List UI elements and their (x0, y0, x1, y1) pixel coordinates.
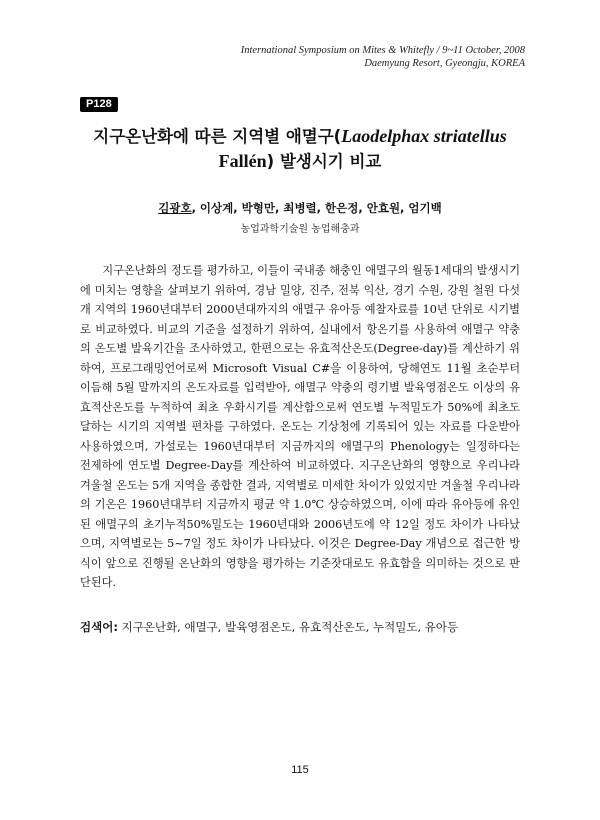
title-korean-part: 지구온난화에 따른 지역별 애멸구( (93, 127, 342, 146)
page-number: 115 (291, 764, 309, 776)
abstract-body: 지구온난화의 정도를 평가하고, 이들이 국내종 해충인 애멸구의 월동1세대의 발생시기에 미치는 영향을 살펴보기 위하여, 경남 밀양, 진주, 전북 익산, 경기 수원, 강원 철원 다섯 개 지역의 1960년대부터 2000년대까지의 애멸구 유아등 예찰자료를 10년 단위로 시기별로 비교하였다. 비교의 기준을 설정하기 위하여, 실내에서 항온기를 사용하여 애멸구 약충의 온도별 발육기간을 조사하였고, 한편으로는 유효적산온도(Degree-day)를 계산하기 위하여, 프로그래밍언어로써 Microsoft Visual C#을 이용하여, 당해연도 11월 초순부터 이듬해 5월 말까지의 온도자료를 입력받아, 애멸구 약충의 령기별 발육영점온도 이상의 유효적산온도를 누적하여 최초 우화시기를 계산함으로써 연도별 누적밀도가 50%에 최초도달하는 시기의 지역별 편차를 구하였다. 온도는 기상청에 기록되어 있는 자료를 다운받아 사용하였으며, 가설로는 1960년대부터 지금까지의 애멸구의 Phenology는 일정하다는 전제하에 연도별 Degree-Day를 계산하여 비교하였다. 지구온난화의 영향으로 우리나라 겨울철 온도는 5개 지역을 종합한 결과, 지역별로 미세한 차이가 있었지만 겨울철 우리나라의 기온은 1960년대부터 지금까지 평균 약 1.0℃ 상승하였으며, 이에 따라 유아등에 유인된 애멸구의 초기누적50%밀도는 1960년대와 2006년도에 약 12일 정도 차이가 나타났으며, 지역별로는 5~7일 정도 차이가 나타났다. 이것은 Degree-Day 개념으로 접근한 방식이 앞으로 진행될 온난화의 영향을 평가하는 기준잣대로도 유효함을 의미하는 것으로 판단된다. (80, 264, 520, 589)
coauthors: , 이상계, 박형만, 최병렬, 한은정, 안효원, 엄기백 (191, 201, 442, 215)
paper-code-badge: P128 (80, 97, 118, 112)
author-list (60, 200, 540, 216)
keywords-list: 지구온난화, 애멸구, 발육영점온도, 유효적산온도, 누적밀도, 유아등 (121, 620, 459, 634)
conference-header (241, 44, 525, 70)
title-species-name: Laodelphax striatellus (341, 126, 507, 146)
keywords-label: 검색어: (80, 620, 118, 634)
presenting-author: 김광호 (158, 201, 192, 215)
paper-title (60, 124, 540, 174)
keywords (80, 619, 530, 635)
title-species-author: Fallén (218, 151, 267, 171)
affiliation: 농업과학기술원 농업해충과 (240, 224, 360, 235)
title-closing: ) 발생시기 비교 (266, 152, 382, 171)
conference-venue-line: Daemyung Resort, Gyeongju, KOREA (364, 58, 525, 69)
conference-name-line: International Symposium on Mites & Whitefly / 9~11 October, 2008 (240, 45, 525, 56)
